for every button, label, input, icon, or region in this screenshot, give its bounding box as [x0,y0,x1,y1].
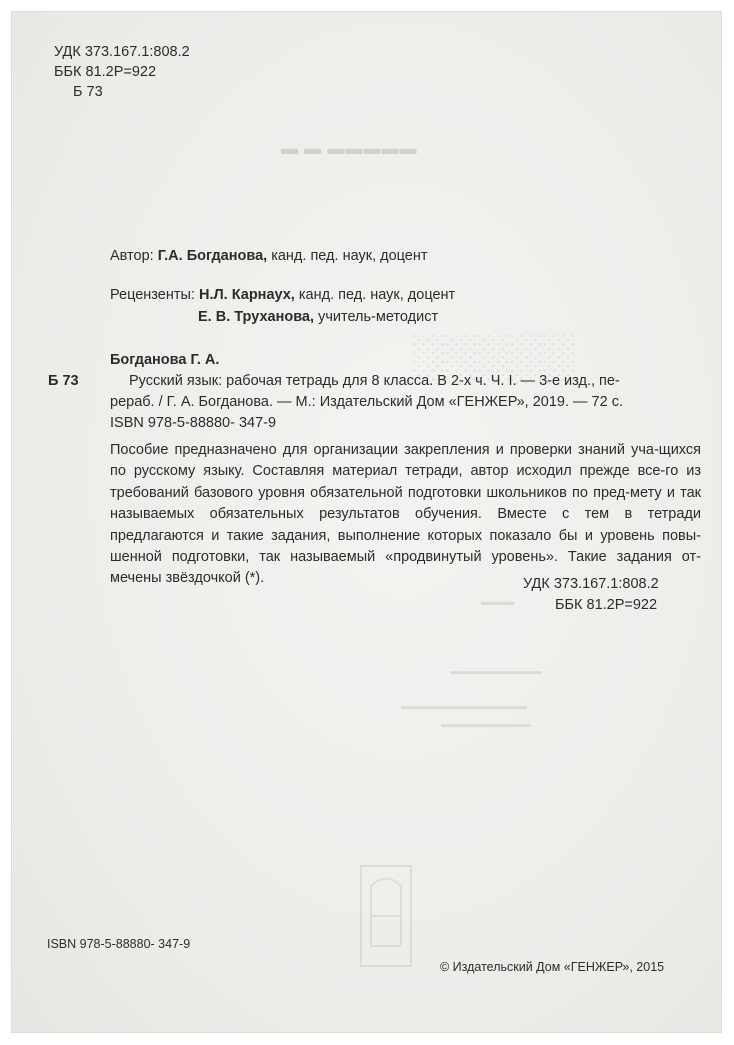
author-name: Г.А. Богданова, [157,248,268,264]
author-title: канд. пед. наук, доцент [271,248,428,264]
show-through-lines: ▬▬▬▬▬▬▬▬▬▬ [451,666,541,676]
author-line [110,248,428,265]
reviewers-label: Рецензенты: [110,287,195,303]
reviewer-2-line [198,309,438,326]
author-mark-top: Б 73 [73,84,103,100]
catalog-heading: Богданова Г. А. [110,352,220,368]
catalog-isbn: ISBN 978-5-88880- 347-9 [110,415,277,431]
bbk-code-top: ББК 81.2Р=922 [54,64,157,80]
show-through-lines: ▬▬▬▬▬▬▬▬▬▬▬▬▬▬ [401,701,527,711]
annotation [110,440,701,590]
annotation-text: Пособие предназначено для организации закрепления и проверки знаний уча-щихся по русскому языку. Составляя материал тетради, автор исходил прежде все-го из требований базового уровня обязательной подготовки школьников по пред-мету и так называемых обязательных результатов обучения. Вместе с тем в тетради предлагаются и такие задания, выполнение которых показало бы и уровень повы-шенной подготовки, так называемый «продвинутый уровень». Такие задания от-мечены звёздочкой (*). [110,442,701,587]
show-through-text: ▬ ▬ ▬▬▬▬▬ [281,139,418,158]
reviewer-2-title: учитель-методист [318,309,439,325]
show-through-emblem [341,856,431,976]
catalog-author-mark: Б 73 [48,373,79,389]
catalog-line-1: Русский язык: рабочая тетрадь для 8 класса. В 2-х ч. Ч. I. — 3-е изд., пе- [129,373,620,389]
author-label: Автор: [110,248,154,264]
reviewer-1-title: канд. пед. наук, доцент [298,287,456,303]
catalog-line-2: рераб. / Г. А. Богданова. — М.: Издательский Дом «ГЕНЖЕР», 2019. — 72 с. [110,394,623,410]
udk-code-bottom: УДК 373.167.1:808.2 [523,576,659,592]
reviewer-2-name: Е. В. Труханова, [198,309,315,325]
footer-isbn: ISBN 978-5-88880- 347-9 [47,937,191,951]
reviewers-line [110,287,455,304]
udk-code-top: УДК 373.167.1:808.2 [54,44,190,60]
show-through-lines: ▬▬▬▬▬▬▬▬▬▬ [441,719,531,729]
copyright: © Издательский Дом «ГЕНЖЕР», 2015 [440,960,665,974]
book-page [11,11,722,1033]
show-through-lines: ▬▬▬ [481,596,514,608]
bbk-code-bottom: ББК 81.2Р=922 [555,597,658,613]
show-through-title: ░░░░░ [411,332,574,383]
reviewer-1-name: Н.Л. Карнаух, [199,287,295,303]
